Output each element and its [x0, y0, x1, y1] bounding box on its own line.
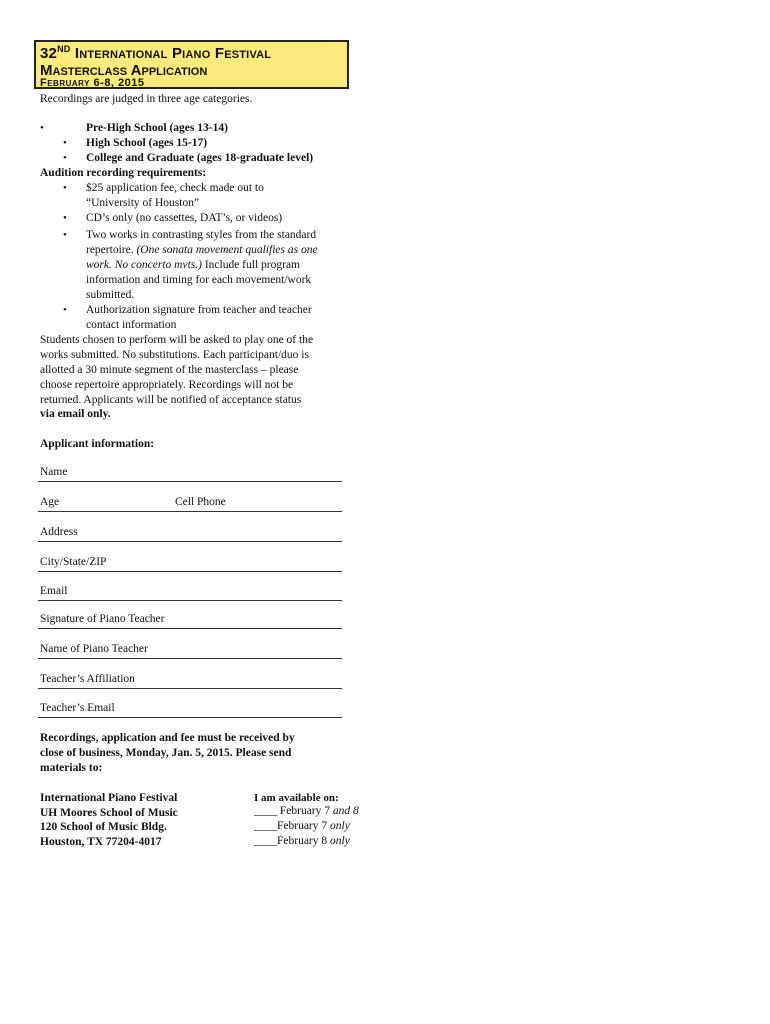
bullet-icon: • — [63, 152, 67, 164]
age-label: Age — [40, 496, 60, 508]
requirement-signature-line2: contact information — [86, 319, 177, 331]
bullet-icon: • — [63, 182, 67, 194]
city-state-zip-field[interactable] — [38, 571, 342, 572]
email-field[interactable] — [38, 600, 342, 601]
teacher-email-label: Teacher’s Email — [40, 702, 115, 714]
intro-text: Recordings are judged in three age categories. — [40, 93, 253, 105]
address-label: Address — [40, 526, 78, 538]
name-field[interactable] — [38, 481, 342, 482]
availability-option-feb8[interactable]: ____February 8 only — [254, 835, 350, 847]
requirement-format: CD’s only (no cassettes, DAT’s, or videos) — [86, 212, 283, 224]
address-field[interactable] — [38, 541, 342, 542]
applicant-heading: Applicant information: — [40, 438, 155, 450]
teacher-email-field[interactable] — [38, 717, 342, 718]
teacher-signature-label: Signature of Piano Teacher — [40, 613, 165, 625]
selection-paragraph: returned. Applicants will be notified of acceptance status — [40, 394, 302, 406]
requirement-works: Two works in contrasting styles from the standard — [86, 229, 317, 241]
mailing-address: Houston, TX 77204-4017 — [40, 836, 162, 848]
selection-paragraph: works submitted. No substitutions. Each participant/duo is — [40, 349, 309, 361]
availability-option-feb7-8[interactable]: ____ February 7 and 8 — [254, 805, 359, 817]
bullet-icon: • — [63, 229, 67, 241]
teacher-affiliation-field[interactable] — [38, 688, 342, 689]
bullet-icon: • — [63, 304, 67, 316]
teacher-name-field[interactable] — [38, 658, 342, 659]
availability-heading: I am available on: — [254, 792, 339, 804]
requirement-works-line3: work. No concerto mvts.) Include full program — [86, 259, 300, 271]
mailing-address: UH Moores School of Music — [40, 807, 178, 819]
category-item: High School (ages 15-17) — [86, 137, 208, 149]
requirement-fee: $25 application fee, check made out to — [86, 182, 264, 194]
requirement-works-line4: information and timing for each movement/work — [86, 274, 312, 286]
city-state-zip-label: City/State/ZIP — [40, 556, 107, 568]
requirement-works-line2: repertoire. (One sonata movement qualifies as one — [86, 244, 318, 256]
age-cell-field[interactable] — [38, 511, 342, 512]
bullet-icon: • — [63, 137, 67, 149]
category-item: College and Graduate (ages 18-graduate level) — [86, 152, 314, 164]
teacher-signature-field[interactable] — [38, 628, 342, 629]
selection-paragraph: allotted a 30 minute segment of the masterclass – please — [40, 364, 299, 376]
cell-phone-label: Cell Phone — [175, 496, 226, 508]
bullet-icon: • — [63, 212, 67, 224]
mailing-address: International Piano Festival — [40, 792, 178, 804]
festival-title: 32ND International Piano Festival — [40, 44, 272, 62]
name-label: Name — [40, 466, 68, 478]
category-item: Pre-High School (ages 13-14) — [86, 122, 228, 134]
teacher-affiliation-label: Teacher’s Affiliation — [40, 673, 135, 685]
deadline-text: Recordings, application and fee must be received by — [40, 732, 295, 744]
requirements-heading: Audition recording requirements: — [40, 167, 207, 179]
email-label: Email — [40, 585, 68, 597]
requirement-signature: Authorization signature from teacher and teacher — [86, 304, 312, 316]
teacher-name-label: Name of Piano Teacher — [40, 643, 148, 655]
availability-option-feb7[interactable]: ____February 7 only — [254, 820, 350, 832]
requirement-works-line5: submitted. — [86, 289, 135, 301]
mailing-address: 120 School of Music Bldg. — [40, 821, 167, 833]
deadline-text: materials to: — [40, 762, 103, 774]
requirement-fee-payee: “University of Houston” — [86, 197, 200, 209]
bullet-icon: • — [40, 122, 44, 134]
deadline-text: close of business, Monday, Jan. 5, 2015. Please send — [40, 747, 292, 759]
header-box — [34, 40, 349, 89]
selection-paragraph: Students chosen to perform will be asked to play one of the — [40, 334, 314, 346]
application-title: Masterclass Application — [40, 62, 208, 79]
selection-paragraph: choose repertoire appropriately. Recordings will not be — [40, 379, 294, 391]
festival-dates: February 6-8, 2015 — [40, 77, 145, 89]
selection-paragraph: via email only. — [40, 408, 111, 420]
